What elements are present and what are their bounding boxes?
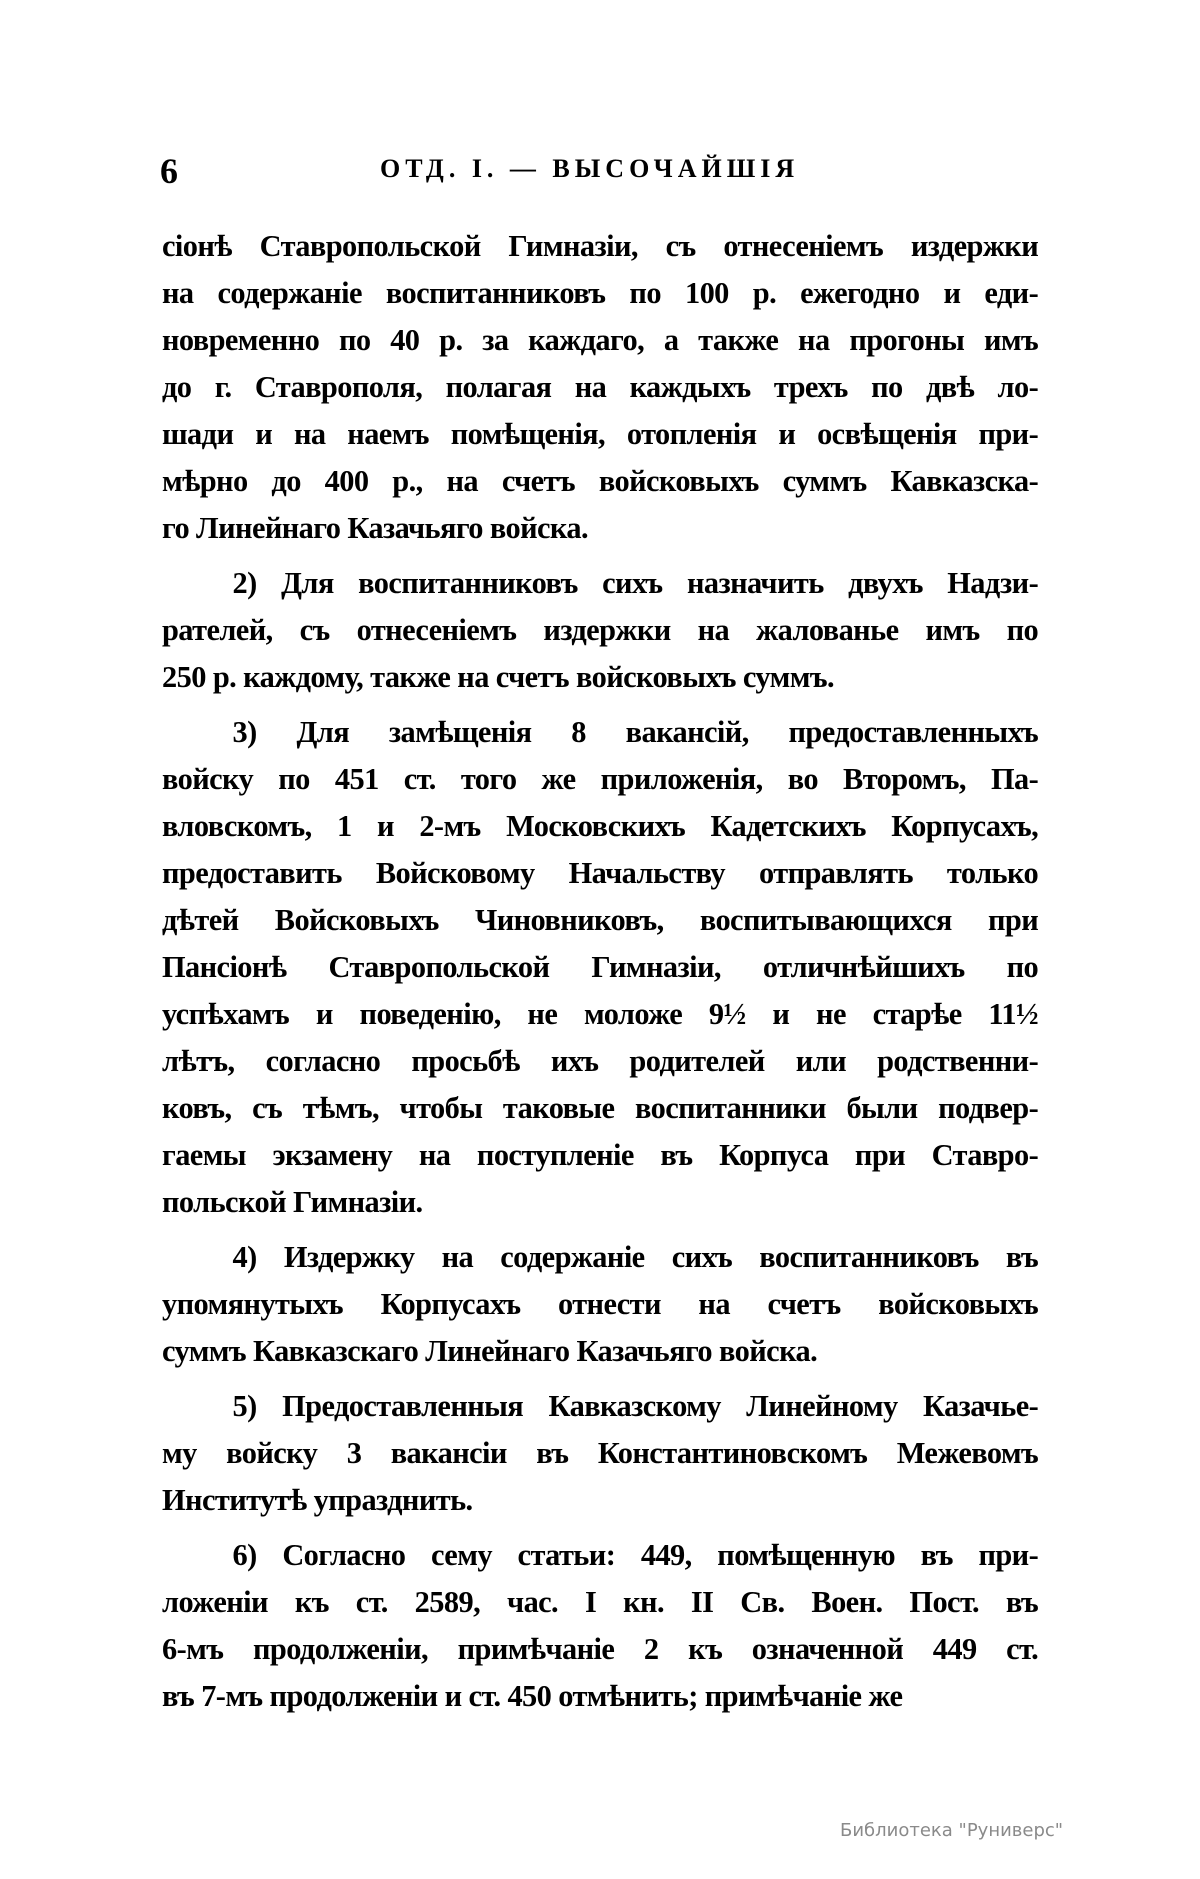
text-line: шади и на наемъ помѣщенія, отопленія и освѣщенія при- xyxy=(162,416,1039,451)
text-line: вловскомъ, 1 и 2-мъ Московскихъ Кадетскихъ Корпусахъ, xyxy=(162,808,1039,843)
text-line: сіонѣ Ставропольской Гимназіи, съ отнесеніемъ издержки xyxy=(162,228,1039,263)
text-line: ковъ, съ тѣмъ, чтобы таковые воспитанники были подвер- xyxy=(162,1090,1039,1125)
text-line: предоставить Войсковому Начальству отправлять только xyxy=(162,855,1039,890)
paragraph xyxy=(162,1382,1056,1523)
text-line: упомянутыхъ Корпусахъ отнести на счетъ войсковыхъ xyxy=(162,1286,1039,1321)
text-line: 250 р. каждому, также на счетъ войсковыхъ суммъ. xyxy=(162,659,834,694)
text-line: 5) Предоставленныя Кавказскому Линейному Казачье- xyxy=(232,1388,1039,1423)
text-line: суммъ Кавказскаго Линейнаго Казачьяго войска. xyxy=(162,1333,818,1368)
paragraph xyxy=(162,1233,1056,1374)
text-line: войску по 451 ст. того же приложенія, во Второмъ, Па- xyxy=(162,761,1039,796)
text-line: въ 7-мъ продолженіи и ст. 450 отмѣнить; примѣчаніе же xyxy=(162,1678,903,1713)
text-line: польской Гимназіи. xyxy=(162,1184,423,1219)
text-line: 6) Согласно сему статьи: 449, помѣщенную въ при- xyxy=(232,1537,1039,1572)
running-title: ОТД. I. — ВЫСОЧАЙШІЯ xyxy=(380,154,800,183)
text-line: му войску 3 вакансіи въ Константиновскомъ Межевомъ xyxy=(162,1435,1039,1470)
paragraph xyxy=(162,559,1056,700)
text-line: 6-мъ продолженіи, примѣчаніе 2 къ означенной 449 ст. xyxy=(162,1631,1039,1666)
text-line: 3) Для замѣщенія 8 вакансій, предоставленныхъ xyxy=(232,714,1039,749)
page-number: 6 xyxy=(160,151,178,191)
text-line: Пансіонѣ Ставропольской Гимназіи, отличнѣйшихъ по xyxy=(162,949,1039,984)
text-line: го Линейнаго Казачьяго войска. xyxy=(162,510,589,545)
text-line: дѣтей Войсковыхъ Чиновниковъ, воспитывающихся при xyxy=(162,902,1039,937)
text-line: 4) Издержку на содержаніе сихъ воспитанниковъ въ xyxy=(232,1239,1039,1274)
text-line: успѣхамъ и поведенію, не моложе 9½ и не старѣе 11½ xyxy=(162,996,1039,1031)
text-line: ложеніи къ ст. 2589, час. I кн. II Св. Воен. Пост. въ xyxy=(162,1584,1039,1619)
paragraph xyxy=(162,708,1056,1225)
paragraph xyxy=(162,1531,1056,1719)
text-line: до г. Ставрополя, полагая на каждыхъ трехъ по двѣ ло- xyxy=(162,369,1039,404)
text-line: рателей, съ отнесеніемъ издержки на жалованье имъ по xyxy=(162,612,1039,647)
paragraph xyxy=(162,222,1056,551)
text-line: мѣрно до 400 р., на счетъ войсковыхъ суммъ Кавказска- xyxy=(162,463,1039,498)
library-watermark: Библиотека "Руниверс" xyxy=(840,1820,1064,1841)
document-body xyxy=(162,222,1056,1727)
text-line: новременно по 40 р. за каждаго, а также на прогоны имъ xyxy=(162,322,1039,357)
text-line: гаемы экзамену на поступленіе въ Корпуса при Ставро- xyxy=(162,1137,1039,1172)
text-line: на содержаніе воспитанниковъ по 100 р. ежегодно и еди- xyxy=(162,275,1039,310)
text-line: 2) Для воспитанниковъ сихъ назначить двухъ Надзи- xyxy=(232,565,1039,600)
text-line: лѣтъ, согласно просьбѣ ихъ родителей или родственни- xyxy=(162,1043,1039,1078)
text-line: Институтѣ упразднить. xyxy=(162,1482,473,1517)
